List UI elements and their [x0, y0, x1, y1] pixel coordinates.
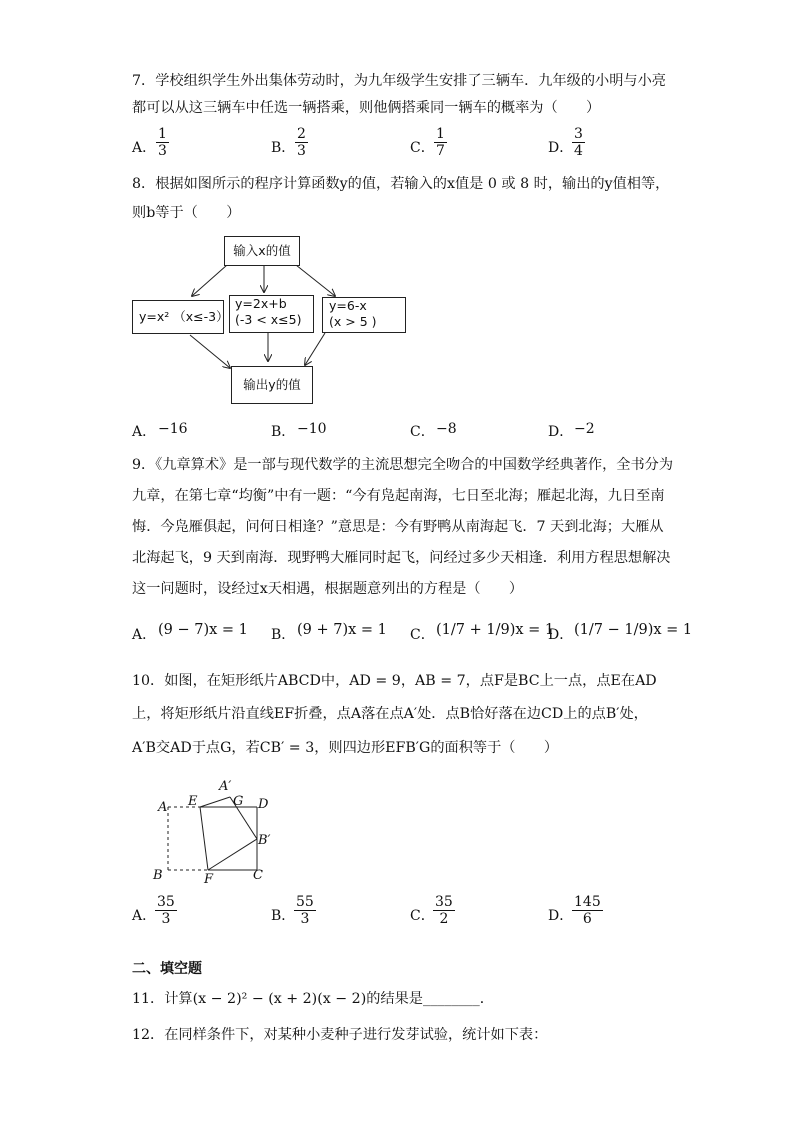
q8-option-c-value: −8 [436, 421, 457, 437]
label-A: A [158, 800, 168, 815]
q10-option-b-fraction: $\frac{55}{3}$ [296, 894, 314, 927]
section-heading-fill-in: 二、填空题 [132, 961, 202, 977]
q7-option-c-fraction: $\frac{1}{7}$ [436, 126, 445, 159]
q8-option-a-label: A． [132, 424, 157, 440]
label-C: C [253, 868, 263, 883]
flow-middle-box [229, 295, 314, 333]
q10-line-3: A′B交AD于点G，若CB′ = 3，则四边形EFB′G的面积等于（ ） [132, 740, 559, 756]
q8-option-a-value: −16 [158, 421, 188, 437]
q7-option-c-label: C． [410, 140, 435, 156]
flow-right-box [322, 297, 406, 333]
q9-option-d-label: D． [548, 627, 574, 643]
q10-option-d-fraction: $\frac{145}{6}$ [574, 894, 601, 927]
q8-line-1: 8．根据如图所示的程序计算函数y的值，若输入的x值是 0 或 8 时，输出的y值相等， [132, 176, 670, 192]
flow-right-line-2: (x > 5 ) [329, 314, 377, 329]
q8-line-2: 则b等于（ ） [132, 205, 241, 221]
q10-option-b-label: B． [271, 908, 296, 924]
q9-line-1: 9．《九章算术》是一部与现代数学的主流思想完全吻合的中国数学经典著作，全书分为 [132, 457, 674, 473]
label-F: F [204, 872, 214, 887]
q9-line-3: 悔．今凫雁俱起，问何日相逢？”意思是：今有野鸭从南海起飞．7 天到北海；大雁从 [132, 519, 664, 535]
label-G: G [233, 794, 244, 809]
q9-option-b-label: B． [271, 627, 296, 643]
q9-line-4: 北海起飞，9 天到南海．现野鸭大雁同时起飞，问经过多少天相逢．利用方程思想解决 [132, 550, 671, 566]
flowchart-arrows [0, 0, 794, 420]
q10-option-d-label: D． [548, 908, 574, 924]
q12-line: 12．在同样条件下，对某种小麦种子进行发芽试验，统计如下表： [132, 1027, 548, 1043]
q8-option-b-value: −10 [297, 421, 327, 437]
q7-line-1: 7．学校组织学生外出集体劳动时，为九年级学生安排了三辆车．九年级的小明与小亮 [132, 73, 666, 89]
q7-option-b-label: B． [271, 140, 296, 156]
label-B-prime: B′ [258, 833, 271, 848]
q7-option-a-label: A． [132, 140, 157, 156]
flow-right-line-1: y=6-x [329, 298, 367, 313]
label-A-prime: A′ [219, 779, 232, 794]
q8-option-d-label: D． [548, 424, 574, 440]
q9-option-b-expr: (9 + 7)x = 1 [297, 622, 387, 638]
q10-option-c-label: C． [410, 908, 435, 924]
q7-option-a-fraction: $\frac{1}{3}$ [158, 126, 167, 159]
flow-output-box: 输出y的值 [231, 366, 313, 404]
q8-option-d-value: −2 [574, 421, 595, 437]
q11-line: 11．计算(x − 2)² − (x + 2)(x − 2)的结果是________． [132, 991, 494, 1007]
q9-option-d-expr: (1/7 − 1/9)x = 1 [574, 622, 693, 638]
q7-option-d-fraction: $\frac{3}{4}$ [574, 126, 583, 159]
q9-option-a-label: A． [132, 627, 157, 643]
q10-option-a-label: A． [132, 908, 157, 924]
q8-option-c-label: C． [410, 424, 435, 440]
q9-line-2: 九章，在第七章“均衡”中有一题：“今有凫起南海，七日至北海；雁起北海，九日至南 [132, 488, 665, 504]
q7-option-d-label: D． [548, 140, 574, 156]
q7-option-b-fraction: $\frac{2}{3}$ [297, 126, 306, 159]
q7-line-2: 都可以从这三辆车中任选一辆搭乘，则他俩搭乘同一辆车的概率为（ ） [132, 100, 601, 116]
q9-option-a-expr: (9 − 7)x = 1 [158, 622, 248, 638]
label-B: B [153, 868, 163, 883]
label-E: E [188, 794, 198, 809]
q10-line-1: 10．如图，在矩形纸片ABCD中，AD = 9，AB = 7，点F是BC上一点，点E在AD [132, 673, 657, 689]
q10-line-2: 上，将矩形纸片沿直线EF折叠，点A落在点A′处．点B恰好落在边CD上的点B′处， [132, 706, 648, 722]
flow-middle-line-2: (-3 < x≤5) [235, 312, 302, 327]
flow-input-box: 输入x的值 [224, 236, 300, 266]
label-D: D [258, 797, 269, 812]
flow-left-box: y=x² （x≤-3） [132, 300, 224, 334]
q9-option-c-label: C． [410, 627, 435, 643]
q10-option-a-fraction: $\frac{35}{3}$ [157, 894, 175, 927]
q9-line-5: 这一问题时，设经过x天相遇，根据题意列出的方程是（ ） [132, 581, 524, 597]
q10-option-c-fraction: $\frac{35}{2}$ [435, 894, 453, 927]
flow-middle-line-1: y=2x+b [235, 296, 287, 311]
q9-option-c-expr: (1/7 + 1/9)x = 1 [436, 622, 555, 638]
q8-option-b-label: B． [271, 424, 296, 440]
